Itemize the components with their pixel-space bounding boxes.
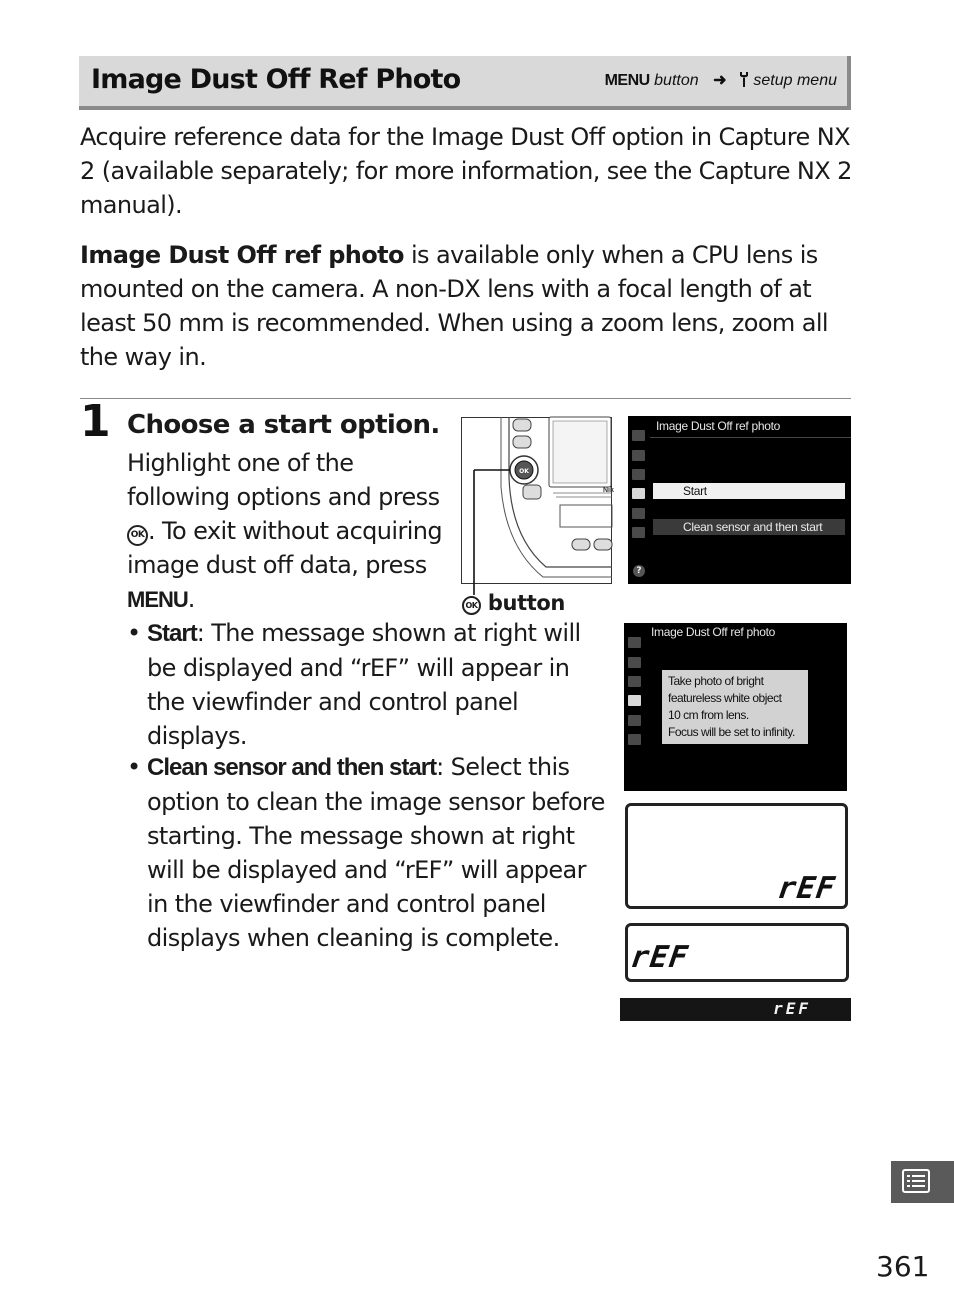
message-line: 10 cm from lens. (668, 708, 749, 722)
bullet-clean-sensor (127, 750, 607, 955)
divider (80, 398, 851, 399)
step-text-part: Highlight one of the following options and press (127, 449, 440, 511)
camera-icon (628, 657, 641, 668)
ok-button-icon: OK (462, 596, 481, 615)
svg-text:OK: OK (519, 468, 529, 475)
section-header (79, 56, 851, 110)
viewfinder-ref-text: rEF (773, 999, 811, 1018)
bullet-term: Clean sensor and then start (147, 754, 437, 781)
my-menu-icon (632, 527, 645, 538)
menu-divider (650, 437, 851, 438)
my-menu-icon (628, 734, 641, 745)
bullet-start (127, 616, 607, 753)
intro-paragraph: Acquire reference data for the Image Dust Off option in Capture NX 2 (available separately; for more information, see the Capture NX 2 manual). (80, 123, 852, 219)
bullet-term: Start (147, 620, 197, 647)
bullet-text: : Select this option to clean the image sensor before starting. The message shown at right will be displayed and “rEF” will appear in the viewfinder and control panel displays when cleaning is complete. (147, 753, 605, 952)
callout-text: button (481, 591, 565, 615)
menu-sidebar (628, 416, 648, 584)
control-panel-ref-text: rEF (775, 871, 838, 906)
message-screen (624, 623, 847, 791)
step-number: 1 (80, 396, 111, 447)
pencil-icon (632, 469, 645, 480)
pencil-icon (628, 676, 641, 687)
arrow-icon: ➜ (713, 72, 727, 89)
bullet-text: : The message shown at right will be displayed and “rEF” will appear in the viewfinder and control panel displays. (147, 619, 581, 750)
menu-option-clean-sensor[interactable]: Clean sensor and then start (653, 519, 845, 535)
camera-icon (632, 450, 645, 461)
menu-button-icon: MENU (127, 587, 188, 612)
menu-option-start[interactable]: Start (653, 483, 845, 499)
ok-button-callout (462, 591, 565, 615)
breadcrumb (605, 70, 837, 90)
message-line: Take photo of bright (668, 674, 764, 688)
page-number: 361 (876, 1250, 930, 1283)
ok-button-icon: OK (127, 525, 148, 546)
control-panel-display (625, 803, 848, 909)
retouch-icon (628, 715, 641, 726)
step-text-part: . (187, 585, 195, 613)
page-title: Image Dust Off Ref Photo (91, 64, 461, 95)
message-dialog (662, 670, 808, 744)
camera-back-illustration (461, 417, 612, 584)
note-bold-lead: Image Dust Off ref photo (80, 241, 404, 269)
secondary-lcd-display (625, 923, 849, 982)
playback-icon (632, 430, 645, 441)
menu-list-icon (891, 1161, 954, 1203)
step-instructions (127, 446, 447, 617)
viewfinder-display (620, 998, 851, 1021)
message-line: Focus will be set to infinity. (668, 725, 795, 739)
note-rest: is available only when a CPU lens is mounted on the camera. A non-DX lens with a focal length of at least 50 mm is recommended. When using a zoom lens, zoom all the way in. (80, 241, 828, 371)
wrench-icon (628, 695, 641, 706)
list-item (127, 750, 607, 955)
secondary-lcd-ref-text: rEF (628, 940, 691, 975)
setup-menu-label: setup menu (753, 72, 837, 89)
svg-text:Nik: Nik (603, 487, 614, 494)
menu-screen-title: Image Dust Off ref photo (656, 419, 780, 433)
step-heading: Choose a start option. (127, 410, 440, 440)
chapter-tab (891, 1161, 954, 1203)
step-text-part: . To exit without acquiring image dust off data, press (127, 517, 443, 579)
help-icon: ? (633, 565, 645, 577)
note-paragraph (80, 238, 860, 374)
menu-button-label: MENU (604, 72, 650, 89)
menu-screen (628, 416, 851, 584)
wrench-icon (739, 72, 753, 89)
button-word: button (654, 72, 699, 89)
playback-icon (628, 637, 641, 648)
retouch-icon (632, 508, 645, 519)
wrench-icon (632, 488, 645, 499)
message-line: featureless white object (668, 691, 782, 705)
menu-sidebar (624, 623, 644, 791)
message-screen-title: Image Dust Off ref photo (651, 625, 775, 639)
list-item (127, 616, 607, 753)
